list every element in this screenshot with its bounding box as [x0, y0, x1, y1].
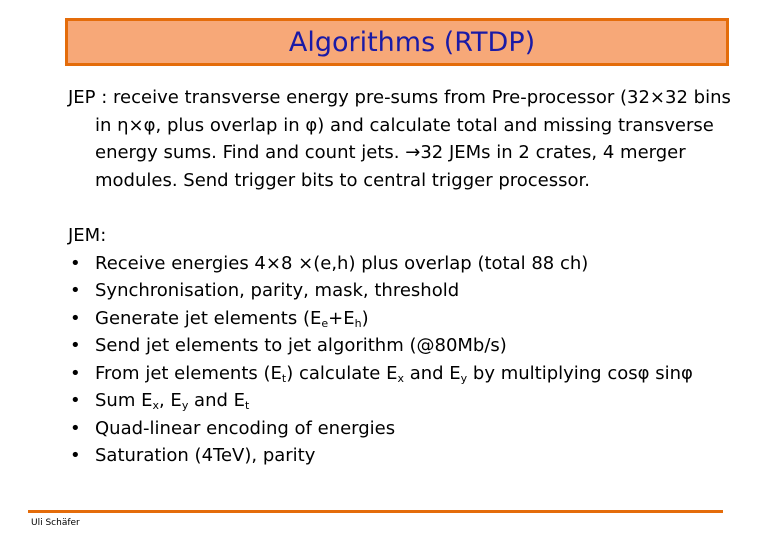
subscript: e	[321, 316, 329, 330]
bullet-icon: •	[70, 307, 81, 329]
jep-text-1: JEP : receive transverse energy pre-sums from Pre-processor (32×32 bins in η×φ, plus overlap in φ) and calculate total and missing transverse energy sums. Find and count jets.	[68, 87, 731, 163]
title-banner	[65, 18, 729, 66]
text-fragment: )	[361, 307, 369, 329]
subscript: y	[460, 371, 468, 385]
text-fragment: From jet elements (E	[95, 362, 282, 384]
slide-body	[68, 84, 748, 470]
list-item-text: Receive energies 4×8 ×(e,h) plus overlap (total 88 ch)	[95, 252, 589, 274]
subscript: h	[354, 316, 362, 330]
jem-heading: JEM:	[68, 225, 107, 246]
jem-list	[68, 250, 748, 470]
bullet-icon: •	[70, 417, 81, 439]
text-fragment: by multiplying cosφ sinφ	[467, 362, 693, 384]
subscript: x	[152, 399, 159, 412]
subscript: y	[181, 399, 189, 412]
list-item-text: Synchronisation, parity, mask, threshold	[95, 280, 460, 301]
footer-rule	[28, 510, 723, 513]
jep-text-2: 32 JEMs in 2 crates, 4 merger modules. Send trigger bits to central trigger processor.	[95, 142, 686, 191]
list-item	[68, 442, 748, 470]
text-fragment: Sum E	[95, 390, 153, 411]
list-item	[68, 250, 748, 278]
text-fragment: , E	[158, 390, 182, 411]
subscript: x	[397, 371, 404, 385]
list-item	[68, 360, 748, 388]
footer-author: Uli Schäfer	[31, 518, 80, 528]
bullet-icon: •	[70, 445, 81, 466]
list-item-text	[95, 390, 249, 411]
list-item	[68, 305, 748, 333]
list-item-text: Quad-linear encoding of energies	[95, 417, 396, 439]
text-fragment: ) calculate E	[286, 362, 398, 384]
list-item	[68, 332, 748, 360]
text-fragment: Generate jet elements (E	[95, 307, 322, 329]
bullet-icon: •	[70, 252, 81, 274]
list-item	[68, 415, 748, 443]
jep-paragraph	[68, 84, 748, 194]
list-item	[68, 387, 748, 415]
bullet-icon: •	[70, 335, 81, 356]
list-item-text: Saturation (4TeV), parity	[95, 445, 316, 466]
list-item-text	[95, 308, 369, 329]
text-fragment: and E	[188, 390, 246, 411]
bullet-icon: •	[70, 362, 81, 384]
list-item-text	[95, 363, 693, 384]
arrow-icon: →	[405, 142, 421, 163]
bullet-icon: •	[70, 280, 81, 301]
bullet-icon: •	[70, 390, 81, 411]
text-fragment: +E	[328, 307, 355, 329]
subscript: t	[245, 399, 250, 412]
list-item-text: Send jet elements to jet algorithm (@80Mb/s)	[95, 335, 507, 356]
list-item	[68, 277, 748, 305]
subscript: t	[281, 371, 287, 385]
text-fragment: and E	[403, 362, 461, 384]
slide-title: Algorithms (RTDP)	[288, 26, 536, 58]
spacer	[68, 194, 748, 222]
